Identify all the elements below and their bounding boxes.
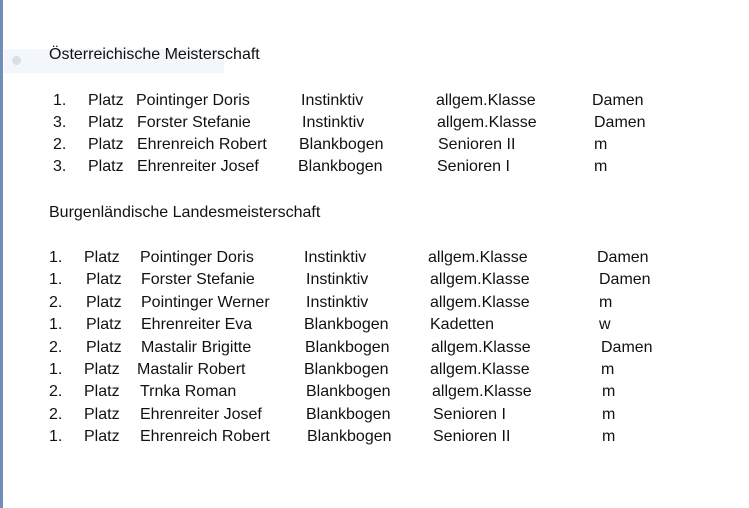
bow-type: Blankbogen bbox=[304, 361, 389, 378]
rank: 2. bbox=[49, 383, 63, 400]
platz-label: Platz bbox=[88, 114, 124, 131]
window-left-edge bbox=[0, 0, 3, 508]
bow-type: Instinktiv bbox=[304, 249, 367, 266]
class: allgem.Klasse bbox=[430, 294, 530, 311]
athlete-name: Ehrenreich Robert bbox=[140, 428, 270, 445]
section-title-oesterreich: Österreichische Meisterschaft bbox=[49, 46, 260, 63]
platz-label: Platz bbox=[84, 428, 120, 445]
platz-label: Platz bbox=[86, 294, 122, 311]
athlete-name: Trnka Roman bbox=[140, 383, 237, 400]
athlete-name: Mastalir Robert bbox=[137, 361, 246, 378]
gender: Damen bbox=[599, 271, 651, 288]
athlete-name: Pointinger Doris bbox=[140, 249, 254, 266]
bow-type: Blankbogen bbox=[305, 339, 390, 356]
athlete-name: Ehrenreiter Eva bbox=[141, 316, 253, 333]
gender: Damen bbox=[594, 114, 646, 131]
gender: w bbox=[599, 316, 611, 333]
bow-type: Instinktiv bbox=[306, 271, 369, 288]
class: Senioren I bbox=[433, 406, 506, 423]
rank: 2. bbox=[53, 136, 67, 153]
gender: m bbox=[594, 136, 608, 153]
athlete-name: Mastalir Brigitte bbox=[141, 339, 252, 356]
class: allgem.Klasse bbox=[436, 92, 536, 109]
platz-label: Platz bbox=[88, 92, 124, 109]
class: Senioren II bbox=[438, 136, 516, 153]
gender: m bbox=[599, 294, 613, 311]
gender: Damen bbox=[592, 92, 644, 109]
class: Senioren II bbox=[433, 428, 511, 445]
gender: m bbox=[594, 158, 608, 175]
rank: 2. bbox=[49, 339, 63, 356]
platz-label: Platz bbox=[84, 406, 120, 423]
class: allgem.Klasse bbox=[430, 361, 530, 378]
platz-label: Platz bbox=[84, 361, 120, 378]
bow-type: Blankbogen bbox=[307, 428, 392, 445]
gender: Damen bbox=[597, 249, 649, 266]
section-title-burgenland: Burgenländische Landesmeisterschaft bbox=[49, 204, 321, 221]
gender: m bbox=[602, 383, 616, 400]
rank: 2. bbox=[49, 406, 63, 423]
rank: 2. bbox=[49, 294, 63, 311]
class: allgem.Klasse bbox=[430, 271, 530, 288]
class: allgem.Klasse bbox=[431, 339, 531, 356]
gender: Damen bbox=[601, 339, 653, 356]
bow-type: Blankbogen bbox=[306, 383, 391, 400]
gender: m bbox=[601, 361, 615, 378]
bow-type: Blankbogen bbox=[298, 158, 383, 175]
platz-label: Platz bbox=[86, 339, 122, 356]
athlete-name: Pointinger Doris bbox=[136, 92, 250, 109]
gender: m bbox=[602, 428, 616, 445]
rank: 1. bbox=[53, 92, 67, 109]
bow-type: Blankbogen bbox=[304, 316, 389, 333]
rank: 3. bbox=[53, 158, 67, 175]
platz-label: Platz bbox=[86, 271, 122, 288]
athlete-name: Forster Stefanie bbox=[137, 114, 251, 131]
bow-type: Blankbogen bbox=[306, 406, 391, 423]
platz-label: Platz bbox=[88, 158, 124, 175]
platz-label: Platz bbox=[86, 316, 122, 333]
platz-label: Platz bbox=[84, 383, 120, 400]
bow-type: Instinktiv bbox=[301, 92, 364, 109]
platz-label: Platz bbox=[88, 136, 124, 153]
class: allgem.Klasse bbox=[432, 383, 532, 400]
bow-type: Instinktiv bbox=[302, 114, 365, 131]
class: allgem.Klasse bbox=[437, 114, 537, 131]
class: Kadetten bbox=[430, 316, 495, 333]
bow-type: Blankbogen bbox=[299, 136, 384, 153]
bow-type: Instinktiv bbox=[306, 294, 369, 311]
athlete-name: Pointinger Werner bbox=[141, 294, 270, 311]
rank: 1. bbox=[49, 271, 63, 288]
gender: m bbox=[602, 406, 616, 423]
class: allgem.Klasse bbox=[428, 249, 528, 266]
bullet-icon bbox=[12, 56, 21, 65]
rank: 1. bbox=[49, 316, 63, 333]
athlete-name: Forster Stefanie bbox=[141, 271, 255, 288]
rank: 1. bbox=[49, 249, 63, 266]
platz-label: Platz bbox=[84, 249, 120, 266]
athlete-name: Ehrenreiter Josef bbox=[140, 406, 262, 423]
athlete-name: Ehrenreich Robert bbox=[137, 136, 267, 153]
rank: 1. bbox=[49, 361, 63, 378]
rank: 3. bbox=[53, 114, 67, 131]
athlete-name: Ehrenreiter Josef bbox=[137, 158, 259, 175]
rank: 1. bbox=[49, 428, 63, 445]
class: Senioren I bbox=[437, 158, 510, 175]
